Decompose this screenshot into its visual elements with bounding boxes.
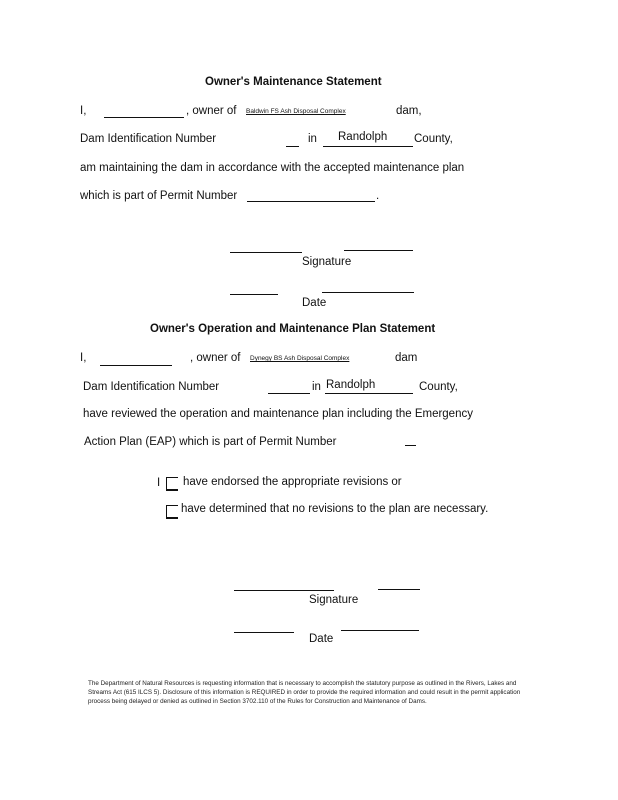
option2-text: have determined that no revisions to the plan are necessary. — [181, 503, 489, 515]
eap-text: Action Plan (EAP) which is part of Permit Number — [84, 436, 337, 448]
owner-of-text: , owner of — [186, 105, 237, 117]
in-word-2: in — [312, 381, 321, 393]
signature-label: Signature — [302, 256, 352, 268]
dam-word: dam, — [396, 105, 422, 117]
signature-line-right[interactable] — [344, 250, 413, 251]
dam-id-line-2[interactable] — [268, 393, 310, 394]
date-line-left[interactable] — [230, 294, 278, 295]
county-word-2: County, — [419, 381, 458, 393]
no-revisions-checkbox[interactable] — [166, 505, 178, 519]
county-line-2 — [325, 393, 413, 394]
owner-prefix-2: I, — [80, 352, 87, 364]
owner-of-text-2: , owner of — [190, 352, 241, 364]
permit-number-line[interactable] — [247, 201, 375, 202]
om-plan-statement-title: Owner's Operation and Maintenance Plan Statement — [150, 323, 436, 335]
owner-name-line-2[interactable] — [100, 365, 172, 366]
owner-prefix: I, — [80, 105, 87, 117]
county-name-2: Randolph — [326, 379, 376, 391]
in-word: in — [308, 133, 317, 145]
signature-line-right-2[interactable] — [378, 589, 420, 590]
date-label-2: Date — [309, 633, 334, 645]
reviewed-text: have reviewed the operation and maintenance plan including the Emergency — [83, 408, 473, 420]
county-name: Randolph — [338, 131, 388, 143]
option1-text: have endorsed the appropriate revisions or — [183, 476, 402, 488]
county-word: County, — [414, 133, 453, 145]
dam-id-label-2: Dam Identification Number — [83, 381, 220, 393]
owner-name-line[interactable] — [104, 117, 184, 118]
maintenance-statement-title: Owner's Maintenance Statement — [205, 76, 382, 88]
option1-prefix: I — [157, 477, 161, 489]
dam-word-2: dam — [395, 352, 418, 364]
date-line-left-2[interactable] — [234, 632, 294, 633]
date-line-right[interactable] — [322, 292, 414, 293]
dam-id-line[interactable] — [286, 146, 299, 147]
date-label: Date — [302, 297, 327, 309]
signature-label-2: Signature — [309, 594, 359, 606]
privacy-notice: The Department of Natural Resources is requesting information that is necessary to accomplish the statutory purpose as outlined in the Rivers, Lakes and Streams Act (615 ILCS 5). Disclosure of this information is REQUIRED in order to provide the required information and could result in the permit application process being delayed or denied as outlined in Section 3702.110 of the Rules for Construction and Maintenance of Dams. — [88, 680, 521, 705]
permit-number-line-2[interactable] — [405, 445, 416, 446]
facility-name-2: Dynegy BS Ash Disposal Complex — [250, 355, 350, 362]
signature-line-left[interactable] — [230, 252, 302, 253]
date-line-right-2[interactable] — [341, 630, 419, 631]
maintaining-text: am maintaining the dam in accordance with the accepted maintenance plan — [80, 162, 465, 174]
facility-name: Baldwin FS Ash Disposal Complex — [246, 108, 346, 115]
signature-line-left-2[interactable] — [234, 590, 334, 591]
county-line — [323, 146, 413, 147]
permit-text: which is part of Permit Number — [80, 190, 238, 202]
endorsed-revisions-checkbox[interactable] — [166, 477, 178, 491]
permit-end: . — [376, 190, 380, 202]
dam-id-label: Dam Identification Number — [80, 133, 217, 145]
